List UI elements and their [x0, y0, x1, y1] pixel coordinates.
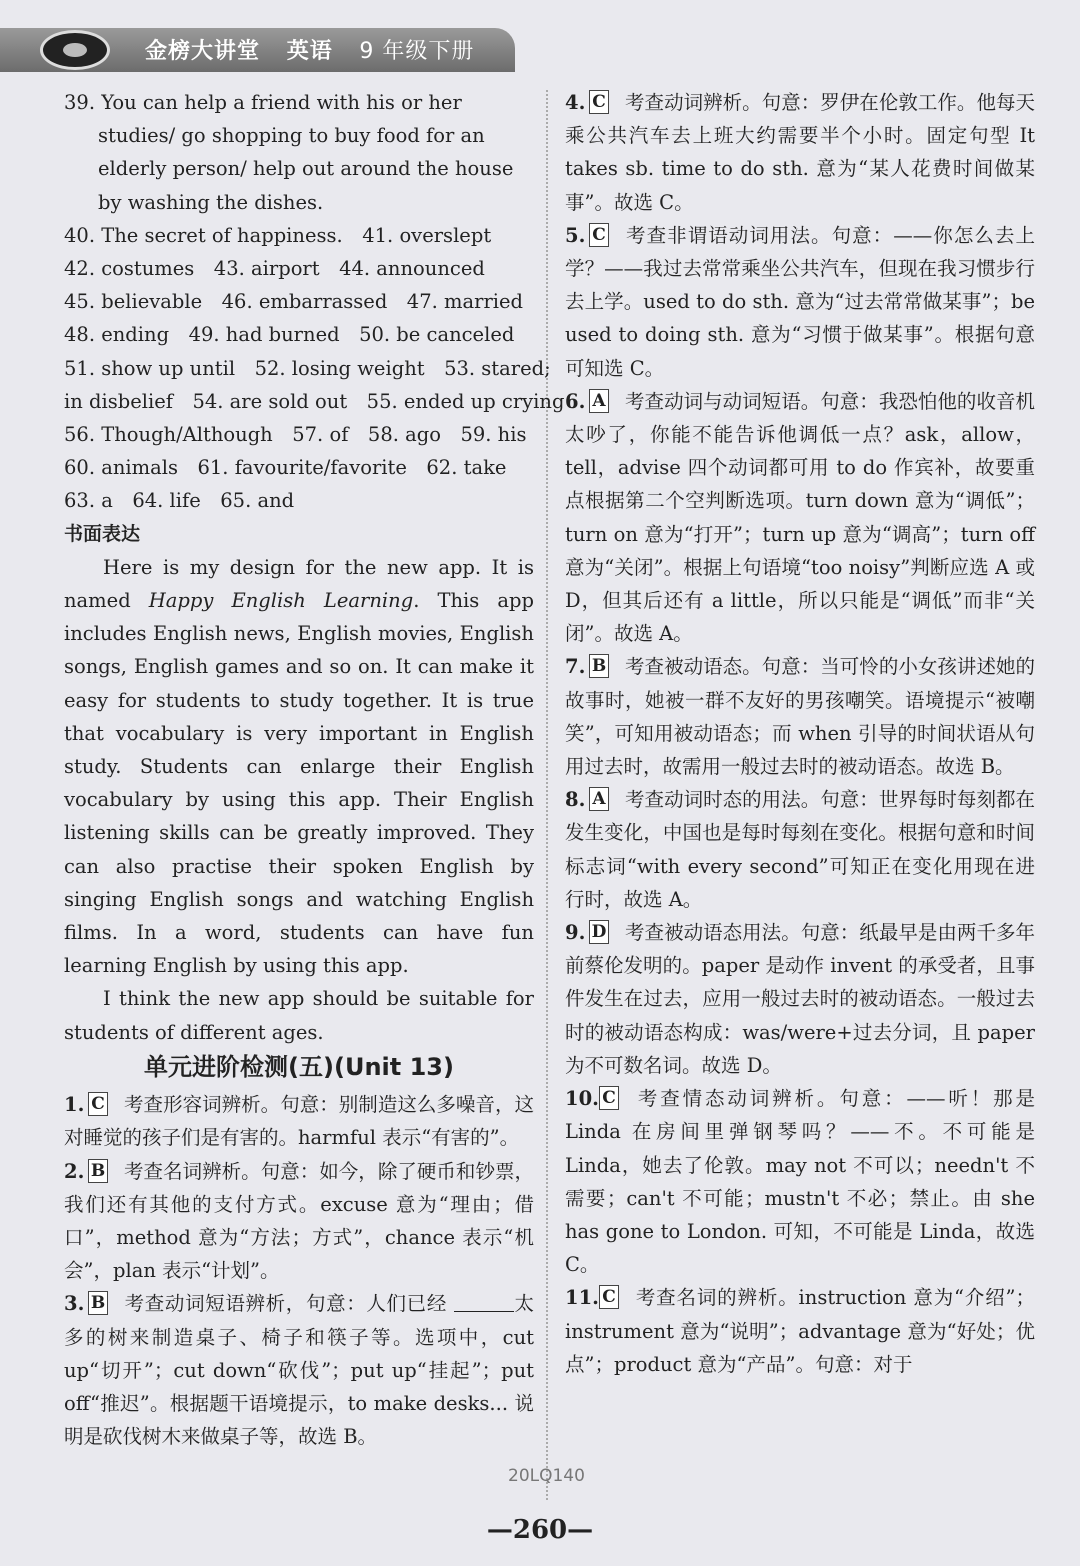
question-number: 9. — [565, 921, 586, 945]
explanation: 考查被动语态。句意：当可怜的小女孩讲述她的故事时，她被一群不友好的男孩嘲笑。语境提示“被嘲笑”，可知用被动语态；而 when 引导的时间状语从句用过去时，故需用一般过去时的被动语态。故选 B。 — [565, 655, 1035, 779]
book-code: 20LQ140 — [508, 1466, 585, 1486]
answer-39: 39. You can help a friend with his or her studies/ go shopping to buy food for an elderly person/ help out around the house by washing the dishes. — [64, 91, 514, 214]
answer-option: C — [589, 223, 609, 247]
app-name: Happy English Learning — [148, 589, 414, 613]
unit-title: 单元进阶检测(五)(Unit 13) — [144, 1052, 454, 1081]
question-number: 5. — [565, 223, 586, 247]
answer-option: C — [599, 1285, 619, 1309]
question-item — [565, 783, 1035, 916]
answer-option: B — [88, 1159, 108, 1183]
answer-option: D — [589, 920, 609, 944]
fill-blank — [454, 1293, 514, 1312]
answer-line: 60. animals 61. favourite/favorite 62. take — [64, 456, 507, 480]
essay-text: . This app includes English news, English movies, English songs, English games and so on. It can make it easy for students to study together. It is true that vocabulary is very important in English study. Students can enlarge their English vocabulary by using this app. Their English listening skills can be greatly improved. They can also practise their spoken English by singing English songs and watching English films. In a word, students can have fun learning English by using this app. — [64, 589, 534, 978]
answer-option: A — [589, 787, 609, 811]
question-number: 11. — [565, 1286, 599, 1310]
answer-option: C — [589, 90, 609, 114]
question-item — [565, 385, 1035, 651]
explanation: 太多的树来制造桌子、椅子和筷子等。选项中，cut up“切开”；cut down“砍伐”；put up“挂起”；put off“推迟”。根据题干语境提示，to make desks... 说明是砍伐树木来做桌子等，故选 B。 — [64, 1292, 534, 1449]
question-number: 2. — [64, 1159, 85, 1183]
explanation: 考查动词时态的用法。句意：世界每时每刻都在发生变化，中国也是每时每刻在变化。根据句意和时间标志词“with every second”可知正在变化用现在进行时，故选 A。 — [565, 788, 1035, 911]
answer-option: A — [589, 389, 609, 413]
writing-section-title: 书面表达 — [64, 522, 141, 545]
explanation: 考查动词短语辨析，句意：人们已经 — [124, 1292, 447, 1316]
answer-line: 42. costumes 43. airport 44. announced — [64, 257, 485, 281]
explanation: 考查名词的辨析。instruction 意为“介绍”；instrument 意为“说明”；advantage 意为“好处；优点”；product 意为“产品”。句意：对于 — [565, 1286, 1035, 1376]
explanation: 考查非谓语动词用法。句意：——你怎么去上学？——我过去常常乘坐公共汽车，但现在我习惯步行去上学。used to do sth. 意为“过去常常做某事”；be used to doing sth. 意为“习惯于做某事”。根据句意可知选 C。 — [565, 223, 1035, 380]
left-column — [64, 86, 565, 1453]
question-number: 7. — [565, 655, 586, 679]
question-number: 10. — [565, 1087, 599, 1111]
question-item — [64, 1287, 534, 1453]
explanation: 考查形容词辨析。句意：别制造这么多噪音，这对睡觉的孩子们是有害的。harmful 表示“有害的”。 — [64, 1093, 534, 1150]
question-number: 6. — [565, 389, 586, 413]
explanation: 考查动词辨析。句意：罗伊在伦敦工作。他每天乘公共汽车去上班大约需要半个小时。固定句型 It takes sb. time to do sth. 意为“某人花费时间做某事”。故选 C。 — [565, 91, 1035, 214]
answer-line: 51. show up until 52. losing weight 53. stared; — [64, 356, 551, 380]
question-item — [565, 86, 1035, 219]
essay-paragraph — [64, 551, 534, 983]
publisher-logo-icon — [40, 30, 110, 70]
question-number: 8. — [565, 788, 586, 812]
answer-line: 63. a 64. life 65. and — [64, 489, 295, 513]
question-number: 1. — [64, 1093, 85, 1117]
answer-line: 56. Though/Although 57. of 58. ago 59. his — [64, 423, 527, 447]
question-item — [565, 916, 1035, 1082]
question-number: 4. — [565, 91, 586, 114]
essay-text: Here is my design for the new app. It is named — [64, 555, 534, 613]
question-item — [565, 650, 1035, 783]
subject: 英语 — [286, 39, 333, 64]
writing-essay — [64, 551, 534, 1049]
essay-paragraph: I think the new app should be suitable for students of different ages. — [64, 987, 534, 1044]
book-series: 金榜大讲堂 — [145, 39, 261, 64]
explanation: 考查情态动词辨析。句意：——听！那是 Linda 在房间里弹钢琴吗？——不。不可能是 Linda，她去了伦敦。may not 不可以；needn't 不需要；can't 不可能；mustn't 不必；禁止。由 she has gone to London. 可知，不可能是 Linda，故选 C。 — [565, 1087, 1035, 1277]
header-title — [145, 34, 492, 65]
answer-line: 48. ending 49. had burned 50. be canceled — [64, 323, 515, 347]
answer-option: B — [88, 1291, 108, 1315]
page-number: —260— — [486, 1515, 594, 1545]
question-item — [64, 1155, 534, 1288]
explanation: 考查名词辨析。句意：如今，除了硬币和钞票，我们还有其他的支付方式。excuse 意为“理由；借口”，method 意为“方法；方式”，chance 表示“机会”，plan 表示“计划”。 — [64, 1159, 534, 1283]
answer-option: B — [589, 654, 609, 678]
answer-line: 40. The secret of happiness. 41. overslept — [64, 223, 492, 247]
question-item — [565, 1082, 1035, 1281]
question-item — [565, 1281, 1035, 1381]
question-number: 3. — [64, 1292, 85, 1316]
right-column — [565, 86, 1035, 1381]
question-item — [565, 219, 1035, 385]
column-divider — [546, 90, 548, 1500]
answer-line: 45. believable 46. embarrassed 47. married — [64, 290, 524, 314]
answer-line: in disbelief 54. are sold out 55. ended up crying — [64, 389, 565, 413]
grade: 9 年级下册 — [359, 39, 475, 64]
explanation: 考查被动语态用法。句意：纸最早是由两千多年前蔡伦发明的。paper 是动作 invent 的承受者，且事件发生在过去，应用一般过去时的被动语态。一般过去时的被动语态构成：was/were+过去分词，且 paper 为不可数名词。故选 D。 — [565, 921, 1035, 1077]
answer-option: C — [599, 1086, 619, 1110]
question-item — [64, 1088, 534, 1154]
explanation: 考查动词与动词短语。句意：我恐怕他的收音机太吵了，你能不能告诉他调低一点？ask，allow，tell，advise 四个动词都可用 to do 作宾补，故要重点根据第二个空判断选项。turn down 意为“调低”；turn on 意为“打开”；turn up 意为“调高”；turn off 意为“关闭”。根据上句语境“too noisy”判断应选 A 或 D，但其后还有 a little，所以只能是“调低”而非“关闭”。故选 A。 — [565, 389, 1035, 646]
answer-option: C — [88, 1092, 108, 1116]
